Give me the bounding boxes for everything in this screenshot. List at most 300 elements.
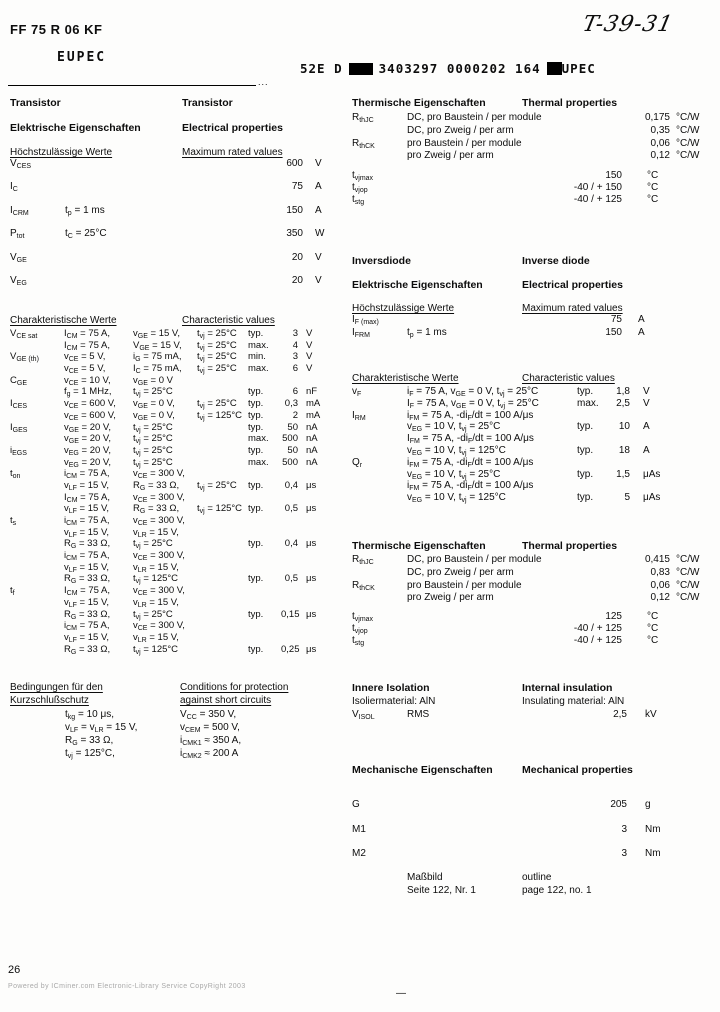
table-row [352,469,660,481]
symbol: $t_{stg}$ [352,635,365,647]
condition-1: $v_{CE} = 600$ V, [64,398,116,411]
unit: V [306,363,313,375]
condition-1: $R_G = 33$ Ω, [64,573,111,586]
outline-label-de: Maßbild [407,872,443,883]
symbol: M1 [352,823,366,835]
symbol: M2 [352,848,366,859]
value: 6 [292,386,298,398]
value: 4 [292,339,298,351]
value: 0,3 [284,398,298,410]
unit: Nm [645,848,661,859]
mechanical-title-de: Mechanische Eigenschaften [352,764,493,776]
unit: V [315,251,322,263]
table-row [352,170,658,182]
table-row [352,623,658,635]
symbol: $t_{on}$ [10,468,21,481]
barcode-block-icon [547,62,562,75]
diode-electrical-de: Elektrische Eigenschaften [352,279,483,291]
transistor-thermal-table [352,112,699,163]
value: 10 [618,421,630,433]
qualifier: typ. [248,643,264,655]
symbol: $t_s$ [10,515,17,527]
value: 125 [605,611,622,622]
unit: μs [306,538,317,550]
value: 150 [605,327,622,338]
condition: $t_p = 1$ ms [65,204,105,217]
unit: A [643,444,650,456]
unit: nA [306,421,318,433]
table-row [352,112,699,125]
barcode-suffix: UPEC [561,61,596,76]
condition-1: $v_{LF} = 15$ V, [64,561,110,574]
condition-line: $t_{vj} = 125^\circ C$, [65,748,115,760]
table-row [10,181,347,204]
page-number: 26 [8,964,21,976]
condition: RMS [407,709,430,720]
condition: $v_{EG} = 10$ V, $t_{vj} = 25^\circ C$ [407,468,501,481]
barcode-digits: 3403297 0000202 164 [378,61,541,76]
unit: °C/W [676,124,700,136]
brand-logo: EUPEC [57,50,107,65]
unit: °C/W [676,554,700,565]
qualifier: typ. [248,421,264,433]
value: 18 [618,444,630,456]
value: 205 [610,799,627,810]
value: 20 [291,251,303,263]
table-row [10,480,320,492]
table-row [10,340,320,352]
unit: °C [647,170,659,181]
table-row [10,620,320,632]
symbol: $i_{EGS}$ [10,444,27,457]
symbol: $R_{thJC}$ [352,554,374,566]
header-divider [8,85,256,86]
value: 0,06 [650,579,670,591]
unit: A [638,327,645,338]
unit: Nm [645,823,661,835]
value: 3 [621,823,627,835]
condition-line: $t_{kg} = 10$ μs, [65,709,115,721]
condition-2: $v_{CE} = 300$ V, [133,468,185,481]
transistor-title-de: Transistor [10,97,61,109]
symbol: $C_{GE}$ [10,374,27,387]
table-row [352,194,658,206]
qualifier: max. [248,433,269,445]
max-rated-header-en: Maximum rated values [182,147,283,158]
condition-1: $R_G = 33$ Ω, [64,608,111,621]
table-row [352,327,645,340]
description: DC, pro Baustein / per module [407,112,542,123]
part-number: FF 75 R 06 KF [10,22,103,37]
condition-1: $I_{CM} = 75$ A, [64,328,111,340]
diode-title-en: Inverse diode [522,255,590,267]
table-row [352,457,660,469]
table-row [352,182,658,194]
diode-characteristics-table [352,386,660,504]
table-row [352,421,660,433]
value: 2,5 [613,709,627,720]
barcode-code: 52E D [300,61,343,76]
condition-1: $v_{LF} = 15$ V, [64,503,110,516]
table-row [10,457,320,469]
condition-1: $I_{CM} = 75$ A, [64,339,111,352]
symbol: $V_{CES}$ [10,158,32,170]
symbol: $I_C$ [10,181,18,194]
value: 5 [624,492,630,504]
condition-1: $I_{CM} = 75$ A, [64,491,111,504]
insulation-material-de: Isoliermaterial: AlN [352,696,436,707]
unit: V [306,328,313,339]
watermark-text: Powered by ICminer.com Electronic-Library Service CopyRight 2003 [8,983,246,990]
value: -40 / + 125 [573,635,622,646]
condition-2: $v_{CE} = 300$ V, [133,515,185,527]
condition-2: $t_{vj} = 25^\circ C$ [133,456,173,469]
condition-1: $v_{LF} = 15$ V, [64,479,110,492]
insulation-row [352,709,657,720]
condition-1: $i_{CM} = 75$ A, [64,620,110,633]
unit: μs [306,573,317,585]
description: DC, pro Zweig / per arm [407,124,514,136]
condition-2: $t_{vj} = 25^\circ C$ [133,538,173,551]
insulation-title-en: Internal insulation [522,682,613,694]
unit: μs [306,643,317,655]
value: 0,4 [284,479,298,491]
unit: nF [306,386,318,398]
value: 0,35 [650,124,670,136]
table-row [352,433,660,445]
unit: °C [647,611,659,622]
condition-2: $v_{CE} = 300$ V, [133,585,185,598]
table-row [10,550,320,562]
symbol: $t_{vjmax}$ [352,170,374,182]
diode-thermal-header-en: Thermal properties [522,540,618,552]
condition: $i_{FM} = 75$ A, $-di_F/dt = 100$ A/μs [407,480,534,493]
unit: mA [306,398,321,410]
short-circuit-conditions-de [65,709,137,761]
qualifier: typ. [248,444,264,456]
unit: °C/W [676,137,700,149]
description: pro Zweig / per arm [407,150,494,162]
table-row [10,515,320,527]
unit: °C/W [676,579,700,591]
symbol: G [352,799,360,810]
unit: °C/W [676,112,700,123]
value: 500 [282,433,298,445]
unit: kV [645,709,657,720]
value: 0,175 [644,112,670,123]
table-row [352,635,658,647]
divider-dots: ... [258,77,269,87]
value: 0,83 [650,566,670,578]
condition-2: $v_{LR} = 15$ V, [133,596,179,609]
qualifier: typ. [248,328,264,339]
symbol: $I_{CRM}$ [10,204,29,217]
transistor-temperature-table [352,170,658,206]
unit: V [315,158,322,169]
condition: $I_{FM} = 75$ A, $-di_F/dt = 100$ A/μs [407,433,534,446]
condition-1: $f_g = 1$ MHz, [64,386,112,399]
table-row [352,554,699,567]
condition-2: $v_{LR} = 15$ V, [133,631,179,644]
table-row [10,275,347,298]
symbol: $V_{GE}$ [10,251,27,264]
condition-1: $v_{GE} = 20$ V, [64,433,112,446]
electrical-header-en: Electrical properties [182,122,283,134]
outline-label-en: outline [522,872,552,883]
condition-line: $i_{CMK1} \approx 350$ A, [180,735,242,747]
table-row [352,592,699,605]
table-row [352,314,645,327]
table-row [352,150,699,163]
value: 3 [621,848,627,859]
condition-line: $v_{CEM} = 500$ V, [180,722,240,734]
value: 0,5 [284,503,298,515]
unit: V [643,397,650,409]
symbol: $v_F$ [352,386,362,398]
short-circuit-header-en-1: Conditions for protection [180,682,289,693]
table-row [352,386,660,398]
table-row [10,328,320,340]
symbol: $R_{thCK}$ [352,137,375,150]
max-rated-header-de: Höchstzulässige Werte [10,147,113,158]
condition-2: $t_{vj} = 25^\circ C$ [133,608,173,621]
unit: μAs [643,468,661,480]
condition-3: $t_{vj} = 25^\circ C$ [197,328,237,340]
qualifier: typ. [577,386,594,397]
table-row [352,410,660,422]
value: 2 [292,409,298,421]
symbol: $P_{tot}$ [10,228,25,241]
insulation-title-de: Innere Isolation [352,682,430,694]
condition-1: $i_{CM} = 75$ A, [64,515,110,527]
condition-1: $v_{CE} = 5$ V, [64,363,106,376]
qualifier: typ. [248,538,264,550]
characteristic-header-en: Characteristic values [182,315,275,326]
condition-2: $v_{GE} = 0$ V, [133,409,175,422]
description: DC, pro Zweig / per arm [407,566,514,578]
condition: $I_F = 75$ A, $v_{GE} = 0$ V, $t_{vj} = 25^\circ C$ [407,397,539,410]
value: 75 [291,181,303,193]
table-row [10,585,320,597]
qualifier: typ. [248,479,264,491]
condition-2: $t_{vj} = 25^\circ C$ [133,433,173,446]
condition-2: $v_{GE} = 15$ V, [133,328,181,340]
barcode-block-icon [349,63,373,75]
thermal-header-en: Thermal properties [522,97,618,109]
description: pro Baustein / per module [407,137,522,149]
unit: nA [306,433,318,445]
table-row [10,632,320,644]
condition-1: $R_G = 33$ Ω, [64,643,111,656]
value: 600 [286,158,303,169]
condition-2: $t_{vj} = 125^\circ C$ [133,573,179,586]
condition-3: $t_{vj} = 25^\circ C$ [197,351,237,364]
condition: $t_p = 1$ ms [407,327,447,339]
value: -40 / + 125 [573,194,622,205]
transistor-title-en: Transistor [182,97,233,109]
unit: μs [306,479,317,491]
value: 150 [605,170,622,181]
table-row [10,363,320,375]
value: 6 [292,363,298,375]
condition-line: $i_{CMK2} \approx 200$ A [180,748,239,760]
table-row [352,445,660,457]
table-row [10,562,320,574]
value: 500 [282,456,298,468]
condition-1: $v_{GE} = 20$ V, [64,421,112,434]
condition-2: $R_G = 33$ Ω, [133,479,180,492]
value: 3 [292,351,298,363]
characteristic-header-de: Charakteristische Werte [10,315,117,326]
qualifier: typ. [577,421,594,433]
condition-1: $v_{LF} = 15$ V, [64,526,110,539]
qualifier: typ. [248,409,264,421]
value: -40 / + 125 [573,623,622,634]
qualifier: typ. [577,468,594,480]
condition-1: $v_{LF} = 15$ V, [64,631,110,644]
diode-max-ratings-table [352,314,645,340]
condition-line: $R_G = 33$ Ω, [65,735,114,747]
condition-2: $v_{LR} = 15$ V, [133,561,179,574]
unit: °C [647,194,659,205]
insulation-material-en: Insulating material: AlN [522,696,625,707]
value: 0,15 [281,608,300,620]
condition-2: $v_{CE} = 300$ V, [133,620,185,633]
symbol: $R_{thJC}$ [352,112,374,124]
unit: A [643,421,650,433]
value: 0,06 [650,137,670,149]
value: 75 [610,314,622,325]
value: 20 [291,274,303,286]
condition-2: $v_{GE} = 0$ V [133,374,173,387]
table-row [10,503,320,515]
qualifier: typ. [248,386,264,398]
value: 0,25 [281,643,300,655]
unit: μAs [643,492,661,504]
thermal-header-de: Thermische Eigenschaften [352,97,486,109]
condition-1: $i_{CM} = 75$ A, [64,468,110,481]
unit: V [643,386,650,397]
symbol: $V_{GE (th)}$ [10,351,39,364]
condition-2: $t_{vj} = 25^\circ C$ [133,386,173,399]
outline-ref-en: page 122, no. 1 [522,885,592,896]
footer-dash: — [396,988,406,999]
condition-2: $i_G = 75$ mA, [133,351,182,364]
diode-max-header-en: Maximum rated values [522,303,623,314]
table-row [352,580,699,593]
value: 350 [286,228,303,240]
symbol: $I_{FRM}$ [352,327,370,339]
qualifier: max. [248,363,269,375]
table-row [352,492,660,504]
condition-3: $t_{vj} = 25^\circ C$ [197,398,237,411]
unit: nA [306,456,318,468]
table-row [10,205,347,228]
short-circuit-header-en-2: against short circuits [180,695,272,706]
qualifier: max. [577,397,599,409]
diode-title-de: Inversdiode [352,255,411,267]
value: 0,4 [284,538,298,550]
qualifier: typ. [248,398,264,410]
condition-line: $V_{CC} = 350$ V, [180,709,237,721]
condition-3: $t_{vj} = 25^\circ C$ [197,479,237,492]
diode-char-header-de: Charakteristische Werte [352,373,459,384]
condition-3: $t_{vj} = 25^\circ C$ [197,339,237,352]
diode-thermal-header-de: Thermische Eigenschaften [352,540,486,552]
table-row [10,445,320,457]
condition-line: $v_{LF} = v_{LR} = 15$ V, [65,722,138,734]
table-row [352,567,699,580]
short-circuit-header-de-1: Bedingungen für den [10,682,103,693]
table-row [352,824,661,849]
diode-thermal-table [352,554,699,605]
condition-3: $t_{vj} = 125^\circ C$ [197,409,243,422]
condition-1: $R_G = 33$ Ω, [64,538,111,551]
qualifier: min. [248,351,266,363]
unit: μs [306,503,317,515]
value: 150 [286,204,303,216]
diode-temperature-table [352,611,658,647]
symbol: $I_{CES}$ [10,398,28,411]
table-row [10,351,320,363]
condition-1: $v_{CE} = 10$ V, [64,374,111,387]
unit: g [645,799,651,810]
qualifier: max. [248,456,269,468]
condition: $v_{EG} = 10$ V, $t_{vj} = 125^\circ C$ [407,492,506,505]
qualifier: typ. [248,608,264,620]
symbol: $t_{stg}$ [352,194,365,206]
table-row [10,609,320,621]
table-row [10,538,320,550]
symbol: $V_{ISOL}$ [352,709,375,721]
mechanical-title-en: Mechanical properties [522,764,633,776]
value: 0,5 [284,573,298,585]
table-row [10,492,320,504]
condition-2: $I_C = 75$ mA, [133,363,182,376]
table-row [352,125,699,138]
table-row [10,398,320,410]
unit: W [315,228,325,240]
symbol: $V_{EG}$ [10,274,27,287]
table-row [352,848,661,873]
description: DC, pro Baustein / per module [407,554,542,565]
table-row [10,228,347,251]
table-row [10,386,320,398]
condition-2: $R_G = 33$ Ω, [133,503,180,516]
symbol: $I_{GES}$ [10,421,28,434]
table-row [352,611,658,623]
value: -40 / + 150 [573,182,622,193]
condition: $i_{FM} = 75$ A, $-di_F/dt = 100$ A/μs [407,456,534,469]
condition: $i_{FM} = 75$ A, $-di_F/dt = 100$ A/μs [407,409,534,422]
symbol: $Q_r$ [352,456,363,469]
condition: $v_{EG} = 10$ V, $t_{vj} = 125^\circ C$ [407,444,506,457]
condition-3: $t_{vj} = 25^\circ C$ [197,363,237,376]
condition-2: $V_{GE} = 15$ V, [133,339,182,352]
condition-2: $v_{LR} = 15$ V, [133,526,179,539]
diode-char-header-en: Characteristic values [522,373,615,384]
table-row [10,573,320,585]
table-row [10,158,347,181]
symbol: $V_{CE sat}$ [10,328,38,340]
table-row [10,375,320,387]
qualifier: typ. [248,503,264,515]
unit: °C [647,623,659,634]
value: 2,5 [616,397,630,409]
symbol: $I_{RM}$ [352,409,366,422]
handwritten-stamp: T-39-31 [580,12,676,37]
table-row [10,433,320,445]
